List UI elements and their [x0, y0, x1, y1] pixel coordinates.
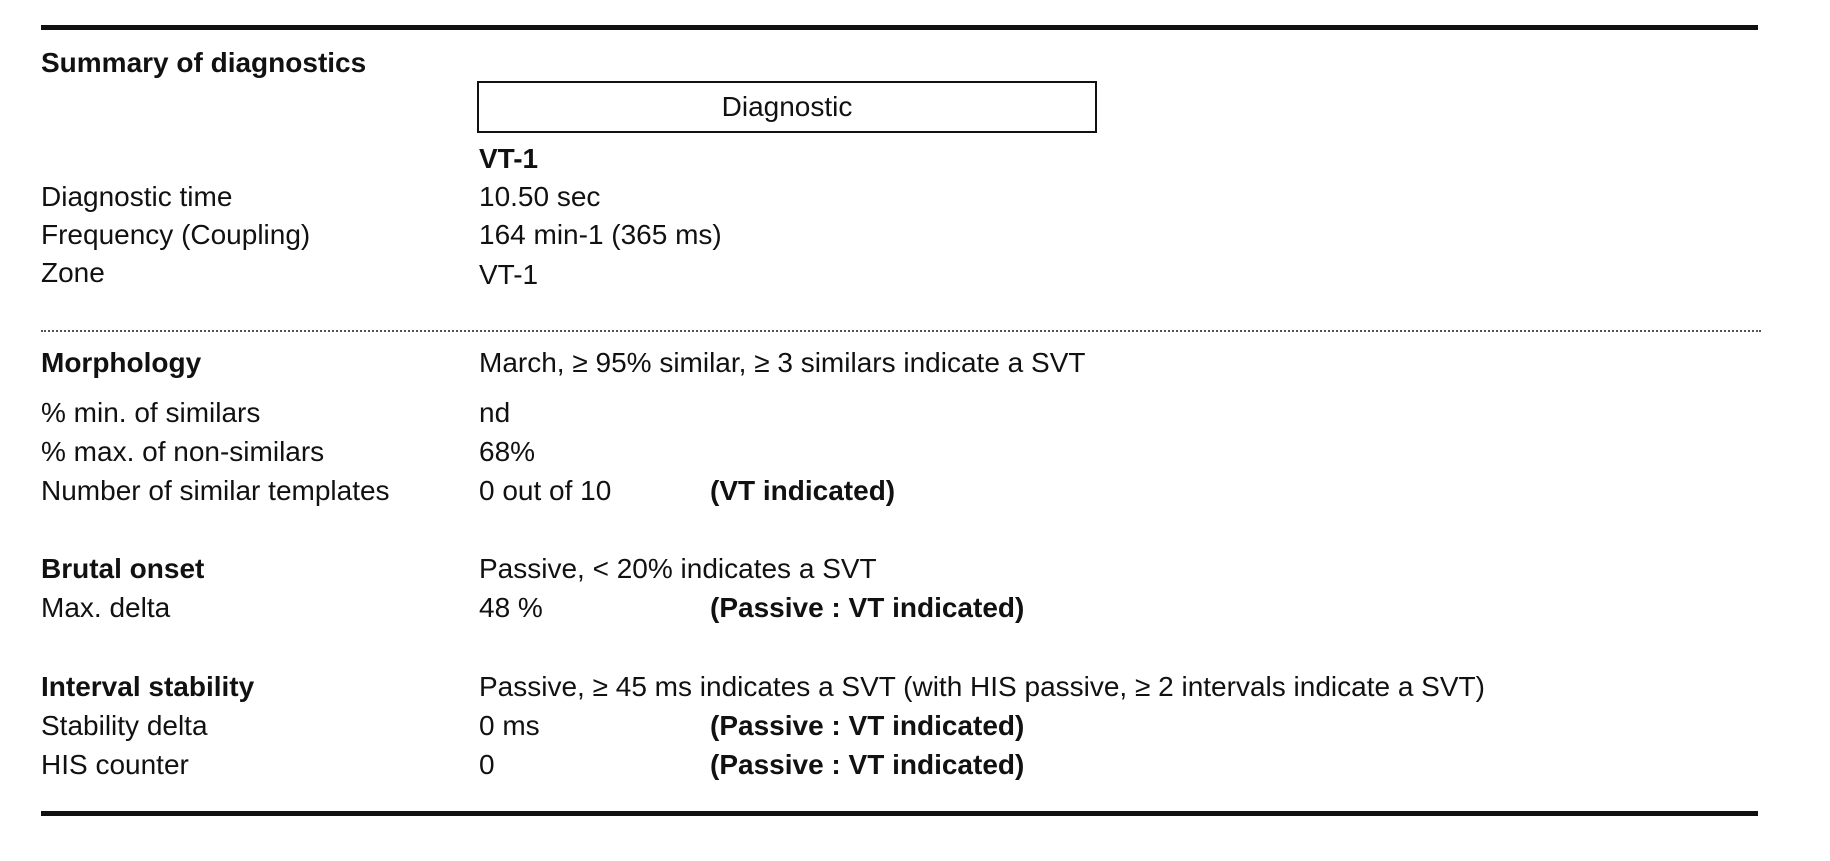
morphology-value-max-non-similars: 68% [479, 436, 536, 467]
interval-stability-label-his-counter: HIS counter [41, 749, 189, 780]
diagnostic-box-label: Diagnostic [721, 91, 853, 122]
general-value-zone: VT-1 [479, 259, 539, 290]
section-divider [41, 330, 1761, 332]
top-rule [41, 25, 1758, 30]
morphology-result: (VT indicated) [710, 475, 896, 506]
morphology-setting: March, ≥ 95% similar, ≥ 3 similars indicate a SVT [479, 347, 1086, 378]
morphology-label-min-similars: % min. of similars [41, 397, 261, 428]
brutal-onset-value-max-delta: 48 % [479, 592, 543, 623]
bottom-rule [41, 811, 1758, 816]
column-head: VT-1 [479, 143, 539, 174]
morphology-label-max-non-similars: % max. of non-similars [41, 436, 325, 467]
interval-stability-value-stability-delta: 0 ms [479, 710, 540, 741]
morphology-heading: Morphology [41, 347, 202, 378]
brutal-onset-heading: Brutal onset [41, 553, 205, 584]
morphology-value-min-similars: nd [479, 397, 511, 428]
page-title: Summary of diagnostics [41, 47, 367, 78]
interval-stability-setting: Passive, ≥ 45 ms indicates a SVT (with HIS passive, ≥ 2 intervals indicate a SVT) [479, 671, 1485, 702]
brutal-onset-label-max-delta: Max. delta [41, 592, 171, 623]
general-label-zone: Zone [41, 257, 105, 288]
morphology-label-similar-templates: Number of similar templates [41, 475, 390, 506]
brutal-onset-result: (Passive : VT indicated) [710, 592, 1025, 623]
interval-stability-result-stability-delta: (Passive : VT indicated) [710, 710, 1025, 741]
diagnostic-box [477, 81, 1097, 133]
interval-stability-value-his-counter: 0 [479, 749, 495, 780]
general-label-frequency: Frequency (Coupling) [41, 219, 311, 250]
interval-stability-heading: Interval stability [41, 671, 255, 702]
brutal-onset-setting: Passive, < 20% indicates a SVT [479, 553, 877, 584]
general-value-diagnostic-time: 10.50 sec [479, 181, 601, 212]
general-value-frequency: 164 min-1 (365 ms) [479, 219, 722, 250]
interval-stability-label-stability-delta: Stability delta [41, 710, 208, 741]
interval-stability-result-his-counter: (Passive : VT indicated) [710, 749, 1025, 780]
morphology-value-similar-templates: 0 out of 10 [479, 475, 612, 506]
general-label-diagnostic-time: Diagnostic time [41, 181, 233, 212]
